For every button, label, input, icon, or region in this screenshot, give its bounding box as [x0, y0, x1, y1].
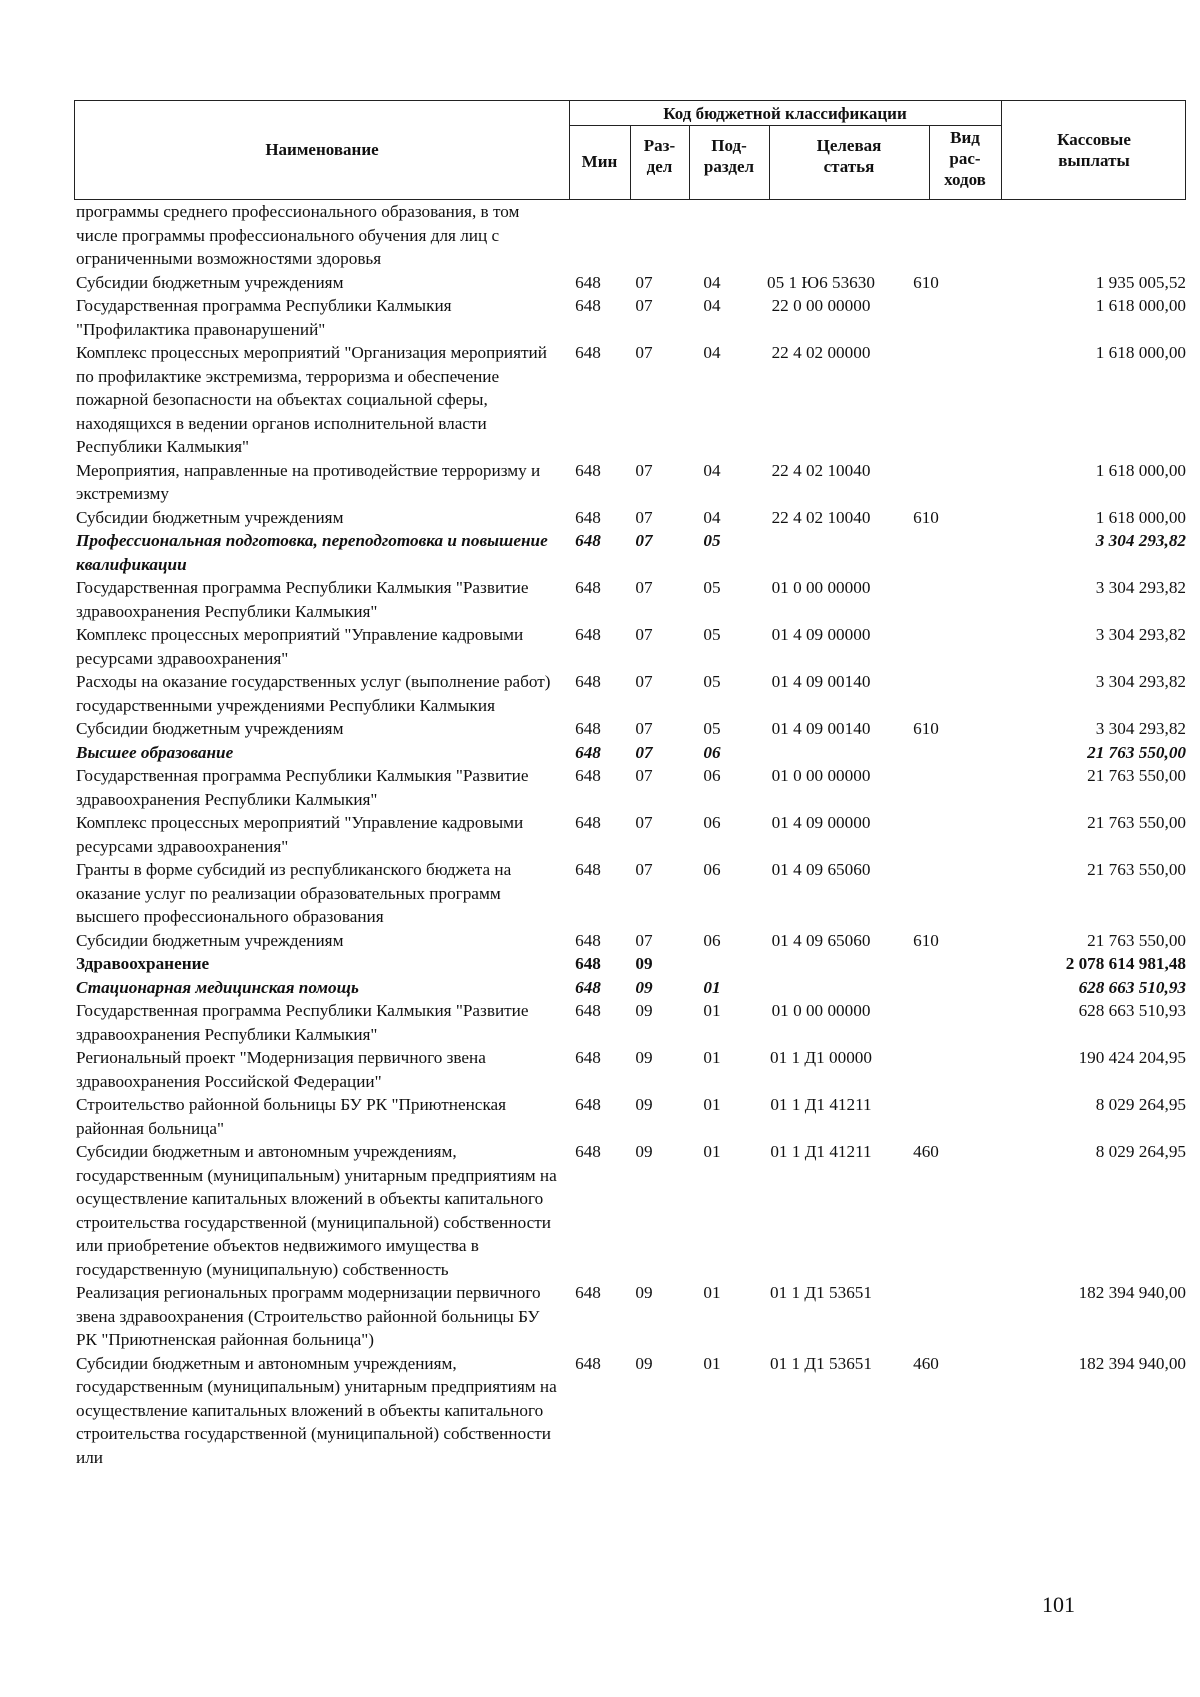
row-podrazdel: 05	[703, 719, 721, 738]
row-razdel: 07	[635, 860, 653, 879]
row-podrazdel: 06	[703, 860, 721, 879]
row-celevaya: 01 1 Д1 53651	[770, 1353, 872, 1373]
row-razdel: 07	[635, 672, 653, 691]
row-min: 648	[575, 531, 601, 550]
row-name: Гранты в форме субсидий из республиканского бюджета на оказание услуг по реализации образовательных программ высшего профессионального образования	[76, 860, 512, 926]
row-razdel: 07	[635, 719, 653, 738]
row-razdel: 07	[635, 625, 653, 644]
row-name: Субсидии бюджетным учреждениям	[76, 719, 344, 738]
row-sum: 8 029 264,95	[1095, 1095, 1186, 1114]
table-row	[76, 529, 1186, 576]
row-sum: 1 618 000,00	[1095, 343, 1186, 362]
header-kassa-line2: выплаты	[1058, 151, 1130, 170]
row-sum: 1 618 000,00	[1095, 296, 1186, 315]
page-number: 101	[1042, 1592, 1075, 1617]
row-vid	[890, 1281, 962, 1352]
table-row	[76, 294, 1186, 341]
row-podrazdel: 01	[703, 1353, 721, 1373]
row-min: 648	[575, 742, 601, 762]
table-row	[76, 999, 1186, 1046]
row-podrazdel: 04	[703, 272, 721, 292]
row-sum: 182 394 940,00	[1078, 1283, 1186, 1302]
row-razdel: 09	[635, 1095, 653, 1114]
table-row	[76, 1281, 1186, 1352]
row-min: 648	[575, 343, 601, 362]
row-vid	[890, 576, 962, 623]
header-razdel-line1: Раз-	[643, 136, 676, 155]
row-razdel	[616, 200, 672, 271]
row-vid	[890, 341, 962, 459]
row-name: Строительство районной больницы БУ РК "Приютненская районная больница"	[76, 1095, 507, 1138]
row-sum: 3 304 293,82	[1095, 719, 1186, 738]
row-sum: 21 763 550,00	[1087, 860, 1186, 879]
budget-table	[76, 200, 1186, 1469]
row-podrazdel: 06	[703, 766, 721, 785]
row-podrazdel: 01	[703, 1001, 721, 1020]
row-name: программы среднего профессионального образования, в том числе программы профессионального обучения для лиц с ограниченными возможностями здоровья	[76, 202, 520, 268]
row-min: 648	[575, 507, 601, 527]
header-razdel-line2: дел	[646, 157, 673, 176]
row-celevaya: 01 4 09 00000	[771, 813, 871, 832]
row-podrazdel: 05	[703, 578, 721, 597]
row-sum: 21 763 550,00	[1087, 930, 1186, 950]
row-vid	[890, 952, 962, 976]
header-podrazdel	[689, 135, 769, 177]
row-name: Профессиональная подготовка, переподготовка и повышение квалификации	[76, 531, 548, 574]
row-celevaya	[752, 529, 890, 576]
row-sum: 1 618 000,00	[1095, 507, 1186, 527]
row-razdel: 07	[635, 296, 653, 315]
row-celevaya: 01 1 Д1 53651	[770, 1283, 872, 1302]
row-podrazdel: 06	[703, 813, 721, 832]
row-vid	[890, 1093, 962, 1140]
row-sum: 21 763 550,00	[1087, 766, 1186, 785]
row-razdel: 07	[635, 766, 653, 785]
header-celevaya	[769, 135, 929, 177]
row-name: Субсидии бюджетным и автономным учреждениям, государственным (муниципальным) унитарным предприятиям на осуществление капитальных вложений в объекты капитального строительства государственной (муниципальной) собственности или приобретение объектов недвижимого имущества в государственную (муниципальную) собственность	[76, 1142, 557, 1279]
row-name: Высшее образование	[76, 742, 234, 762]
row-min: 648	[575, 954, 601, 973]
row-razdel: 09	[635, 1353, 653, 1373]
row-min: 648	[575, 766, 601, 785]
row-sum: 3 304 293,82	[1095, 578, 1186, 597]
row-sum: 628 663 510,93	[1078, 977, 1186, 997]
row-min: 648	[575, 272, 601, 292]
row-celevaya: 01 1 Д1 41211	[770, 1142, 872, 1161]
budget-table-body	[76, 200, 1186, 1469]
row-razdel: 07	[635, 813, 653, 832]
row-razdel: 09	[635, 977, 653, 997]
row-podrazdel: 05	[703, 625, 721, 644]
row-podrazdel: 04	[703, 296, 721, 315]
row-razdel: 09	[635, 954, 653, 973]
header-kassa-line1: Кассовые	[1057, 130, 1131, 149]
row-sum: 628 663 510,93	[1078, 1001, 1186, 1020]
table-row	[76, 459, 1186, 506]
row-podrazdel: 01	[703, 1142, 721, 1161]
table-row	[76, 764, 1186, 811]
header-name: Наименование	[265, 140, 379, 159]
row-min: 648	[575, 296, 601, 315]
row-min: 648	[575, 460, 601, 480]
row-podrazdel: 04	[703, 507, 721, 527]
row-min: 648	[575, 672, 601, 691]
header-kassa	[1001, 129, 1187, 171]
row-razdel: 07	[635, 507, 653, 527]
row-vid	[890, 811, 962, 858]
table-row	[76, 952, 1186, 976]
row-podrazdel: 05	[703, 531, 721, 550]
row-razdel: 09	[635, 1142, 653, 1161]
row-celevaya: 01 0 00 00000	[771, 766, 871, 785]
row-razdel: 07	[635, 272, 653, 292]
row-celevaya: 01 4 09 65060	[771, 930, 871, 950]
table-row	[76, 1046, 1186, 1093]
row-celevaya: 01 1 Д1 00000	[770, 1048, 872, 1067]
row-celevaya: 01 4 09 65060	[771, 860, 871, 879]
row-vid: 610	[913, 507, 939, 527]
row-sum: 8 029 264,95	[1095, 1142, 1186, 1161]
row-name: Субсидии бюджетным и автономным учреждениям, государственным (муниципальным) унитарным предприятиям на осуществление капитальных вложений в объекты капитального строительства государственной (муниципальной) собственности или	[76, 1353, 557, 1467]
row-name: Комплекс процессных мероприятий "Организация мероприятий по профилактике экстремизма, терроризма и обеспечение пожарной безопасности на объектах социальной сферы, находящихся в ведении органов исполнительной власти Республики Калмыкия"	[76, 343, 547, 456]
row-min: 648	[575, 1095, 601, 1114]
row-celevaya	[752, 200, 890, 271]
table-row	[76, 929, 1186, 953]
row-name: Государственная программа Республики Калмыкия "Развитие здравоохранения Республики Калмыкия"	[76, 766, 529, 809]
row-min: 648	[575, 860, 601, 879]
header-razdel	[630, 135, 689, 177]
header-vid-line2: рас-	[949, 149, 981, 168]
row-vid	[890, 764, 962, 811]
row-vid: 610	[913, 930, 939, 950]
row-celevaya	[752, 741, 890, 765]
header-vid-line3: ходов	[944, 170, 986, 189]
row-razdel: 09	[635, 1001, 653, 1020]
table-row	[76, 1352, 1186, 1470]
row-name: Комплекс процессных мероприятий "Управление кадровыми ресурсами здравоохранения"	[76, 813, 524, 856]
row-name: Государственная программа Республики Калмыкия "Развитие здравоохранения Республики Калмыкия"	[76, 578, 529, 621]
row-name: Субсидии бюджетным учреждениям	[76, 930, 344, 950]
row-vid	[890, 741, 962, 765]
row-name: Мероприятия, направленные на противодействие терроризму и экстремизму	[76, 460, 541, 503]
table-row	[76, 506, 1186, 530]
row-razdel: 07	[635, 531, 653, 550]
row-celevaya: 01 0 00 00000	[771, 1001, 871, 1020]
row-vid: 610	[913, 719, 939, 738]
row-sum: 3 304 293,82	[1095, 625, 1186, 644]
header-podrazdel-line1: Под-	[711, 136, 747, 155]
table-row	[76, 271, 1186, 295]
row-podrazdel: 01	[703, 1283, 721, 1302]
row-min: 648	[575, 1001, 601, 1020]
row-sum: 190 424 204,95	[1078, 1048, 1186, 1067]
table-header	[74, 100, 1186, 200]
row-celevaya: 01 1 Д1 41211	[770, 1095, 872, 1114]
row-podrazdel: 04	[703, 343, 721, 362]
row-razdel: 09	[635, 1048, 653, 1067]
row-min: 648	[575, 625, 601, 644]
row-vid	[890, 459, 962, 506]
row-vid	[890, 858, 962, 929]
row-name: Здравоохранение	[76, 954, 210, 973]
row-razdel: 07	[635, 460, 653, 480]
row-celevaya: 22 4 02 10040	[771, 460, 871, 480]
header-divider	[569, 125, 1001, 126]
row-vid	[890, 1046, 962, 1093]
row-celevaya: 01 4 09 00140	[771, 672, 871, 691]
row-celevaya: 22 4 02 10040	[771, 507, 871, 527]
row-podrazdel	[672, 200, 752, 271]
row-min: 648	[575, 1142, 601, 1161]
table-row	[76, 717, 1186, 741]
header-celevaya-line2: статья	[823, 157, 875, 176]
row-celevaya: 22 4 02 00000	[771, 343, 871, 362]
row-name: Реализация региональных программ модернизации первичного звена здравоохранения (Строительство районной больницы БУ РК "Приютненская районная больница")	[76, 1283, 541, 1349]
row-min: 648	[575, 977, 601, 997]
row-vid: 460	[913, 1353, 939, 1373]
row-sum: 3 304 293,82	[1095, 531, 1186, 550]
row-podrazdel: 01	[703, 977, 721, 997]
row-vid	[890, 670, 962, 717]
row-sum	[962, 200, 1186, 271]
header-code-group: Код бюджетной классификации	[663, 104, 907, 123]
row-vid	[890, 294, 962, 341]
row-vid	[890, 623, 962, 670]
row-name: Государственная программа Республики Калмыкия "Развитие здравоохранения Республики Калмыкия"	[76, 1001, 529, 1044]
row-sum: 3 304 293,82	[1095, 672, 1186, 691]
table-row	[76, 1093, 1186, 1140]
row-razdel: 09	[635, 1283, 653, 1302]
row-min: 648	[575, 813, 601, 832]
row-vid	[890, 529, 962, 576]
row-celevaya: 05 1 Ю6 53630	[767, 272, 875, 292]
header-celevaya-line1: Целевая	[816, 136, 882, 155]
row-vid	[890, 976, 962, 1000]
row-sum: 2 078 614 981,48	[1065, 954, 1186, 973]
row-name: Государственная программа Республики Калмыкия "Профилактика правонарушений"	[76, 296, 452, 339]
row-sum: 21 763 550,00	[1087, 813, 1186, 832]
row-podrazdel: 06	[703, 742, 721, 762]
row-vid: 610	[913, 272, 939, 292]
table-row	[76, 741, 1186, 765]
header-podrazdel-line2: раздел	[703, 157, 755, 176]
row-celevaya	[752, 952, 890, 976]
row-celevaya: 01 4 09 00140	[771, 719, 871, 738]
row-min: 648	[575, 719, 601, 738]
row-vid: 460	[913, 1142, 939, 1161]
table-row	[76, 623, 1186, 670]
table-row	[76, 811, 1186, 858]
row-podrazdel: 06	[703, 930, 721, 950]
row-min: 648	[575, 1353, 601, 1373]
table-row	[76, 976, 1186, 1000]
header-vid	[929, 127, 1001, 190]
table-row	[76, 1140, 1186, 1281]
row-celevaya: 22 0 00 00000	[771, 296, 871, 315]
row-min: 648	[575, 1048, 601, 1067]
row-razdel: 07	[635, 742, 653, 762]
row-podrazdel: 01	[703, 1048, 721, 1067]
row-podrazdel	[672, 952, 752, 976]
table-row	[76, 576, 1186, 623]
row-sum: 21 763 550,00	[1087, 742, 1186, 762]
row-sum: 182 394 940,00	[1078, 1353, 1186, 1373]
row-razdel: 07	[635, 343, 653, 362]
header-vid-line1: Вид	[950, 128, 980, 147]
row-sum: 1 618 000,00	[1095, 460, 1186, 480]
table-row	[76, 670, 1186, 717]
row-razdel: 07	[635, 578, 653, 597]
table-row	[76, 200, 1186, 271]
row-celevaya	[752, 976, 890, 1000]
row-razdel: 07	[635, 930, 653, 950]
row-vid	[890, 200, 962, 271]
row-min	[560, 200, 616, 271]
row-min: 648	[575, 578, 601, 597]
table-row	[76, 341, 1186, 459]
row-sum: 1 935 005,52	[1095, 272, 1186, 292]
row-name: Субсидии бюджетным учреждениям	[76, 272, 344, 292]
row-name: Субсидии бюджетным учреждениям	[76, 507, 344, 527]
row-podrazdel: 01	[703, 1095, 721, 1114]
row-name: Расходы на оказание государственных услуг (выполнение работ) государственными учреждениями Республики Калмыкия	[76, 672, 551, 715]
header-min: Мин	[581, 152, 618, 171]
table-row	[76, 858, 1186, 929]
row-min: 648	[575, 1283, 601, 1302]
row-vid	[890, 999, 962, 1046]
row-name: Стационарная медицинская помощь	[76, 977, 359, 997]
row-podrazdel: 05	[703, 672, 721, 691]
row-name: Комплекс процессных мероприятий "Управление кадровыми ресурсами здравоохранения"	[76, 625, 524, 668]
row-celevaya: 01 0 00 00000	[771, 578, 871, 597]
row-min: 648	[575, 930, 601, 950]
row-podrazdel: 04	[703, 460, 721, 480]
row-name: Региональный проект "Модернизация первичного звена здравоохранения Российской Федерации"	[76, 1048, 486, 1091]
row-celevaya: 01 4 09 00000	[771, 625, 871, 644]
